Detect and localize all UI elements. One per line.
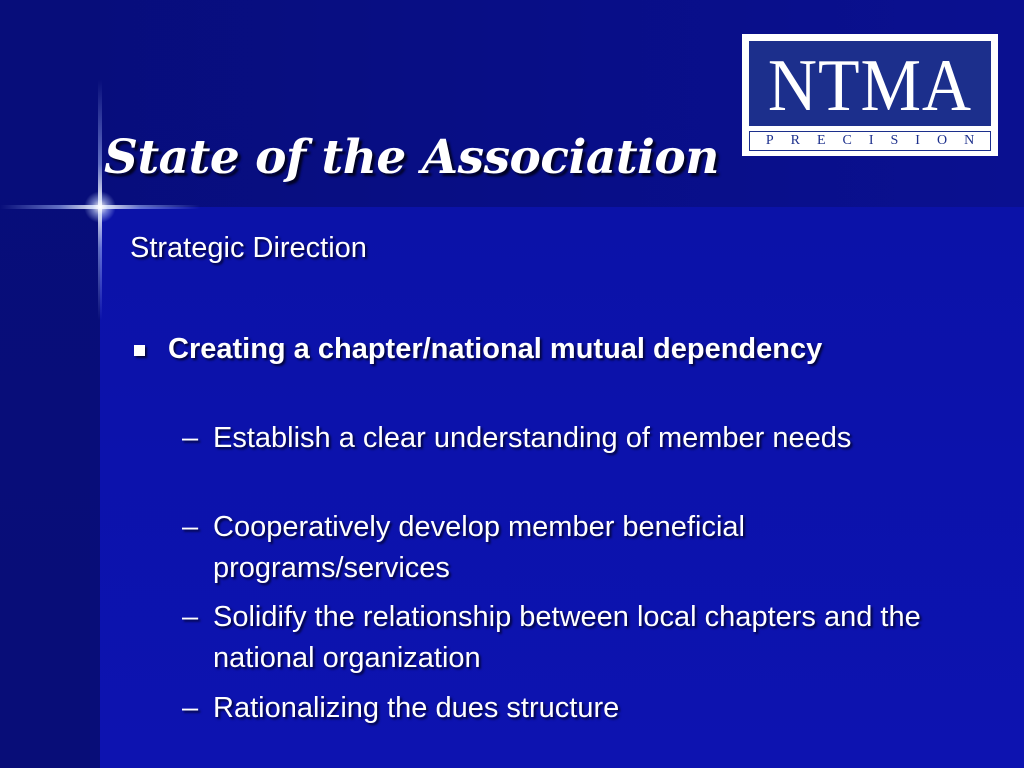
sub-point-text: Establish a clear understanding of member needs bbox=[213, 422, 852, 454]
sub-point-text: Rationalizing the dues structure bbox=[213, 692, 620, 724]
slide-title: State of the Association bbox=[104, 130, 719, 185]
dash-bullet-icon: – bbox=[182, 511, 199, 543]
dash-bullet-icon: – bbox=[182, 692, 199, 724]
dash-bullet-icon: – bbox=[182, 601, 199, 633]
logo-tagline: PRECISION bbox=[765, 133, 992, 148]
square-bullet-icon bbox=[134, 345, 145, 356]
slide-subtitle: Strategic Direction bbox=[130, 232, 367, 264]
main-bullet-point: Creating a chapter/national mutual dependency bbox=[168, 333, 823, 365]
dash-bullet-icon: – bbox=[182, 422, 199, 454]
logo-wordmark: NTMA bbox=[767, 44, 973, 126]
sub-point-text: Cooperatively develop member beneficial programs/services bbox=[213, 511, 745, 584]
sub-point-text: Solidify the relationship between local chapters and the national organization bbox=[213, 601, 921, 674]
